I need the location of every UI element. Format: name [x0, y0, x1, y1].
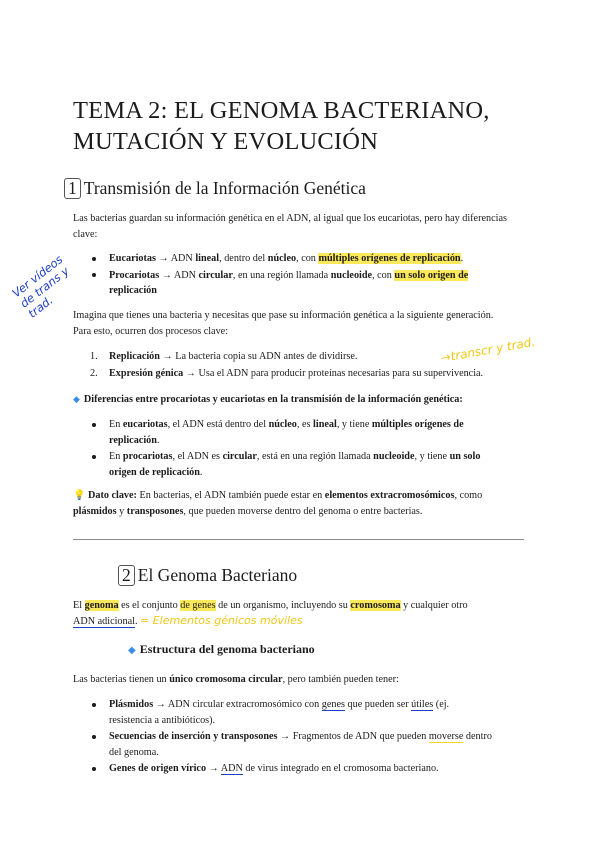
- structure-heading: ◆ Estructura del genoma bacteriano: [128, 642, 315, 656]
- list-item: En procariotas, el ADN es circular, está en una región llamada nucleoide, y tiene un solo origen de replicación.: [73, 449, 513, 480]
- section-number-badge: 1: [64, 178, 81, 199]
- list-item: Plásmidos → ADN circular extracromosómico con genes que pueden ser útiles (ej. resistencia a antibióticos).: [73, 697, 523, 728]
- comparison-list: [73, 251, 513, 299]
- list-item: Genes de origen vírico → ADN de virus integrado en el cromosoma bacteriano.: [73, 761, 523, 777]
- genome-definition: El genoma es el conjunto de genes de un organismo, incluyendo su cromosoma y cualquier otro ADN adicional.: [73, 600, 468, 627]
- handwritten-note-blue: Ver vídeos de trans y trad.: [9, 252, 72, 321]
- intro-paragraph: Las bacterias guardan su información genética en el ADN, al igual que los eucariotas, pero hay diferencias clave:: [73, 213, 507, 240]
- section-1-heading: [64, 177, 366, 199]
- list-item: Eucariotas → ADN lineal, dentro del núcleo, con múltiples orígenes de replicación.: [73, 251, 513, 267]
- differences-heading: ◆ Diferencias entre procariotas y eucariotas en la transmisión de la información genética:: [73, 394, 463, 405]
- diamond-icon: ◆: [73, 394, 80, 404]
- genome-structure-intro: Las bacterias tienen un único cromosoma circular, pero también pueden tener:: [73, 674, 399, 685]
- list-item: 2. Expresión génica → Usa el ADN para producir proteínas necesarias para su supervivencia.: [90, 367, 484, 379]
- section-2-title: El Genoma Bacteriano: [137, 565, 298, 585]
- intro-paragraph-2: Imagina que tienes una bacteria y necesitas que pase su información genética a la siguiente generación. Para esto, ocurren dos procesos clave:: [73, 310, 494, 337]
- list-item: En eucariotas, el ADN está dentro del núcleo, es lineal, y tiene múltiples orígenes de replicación.: [73, 417, 513, 448]
- title-line-2: MUTACIÓN Y EVOLUCIÓN: [73, 128, 379, 155]
- highlight: un solo origen de: [394, 269, 469, 281]
- genome-elements-list: [73, 697, 523, 777]
- list-item: 1. Replicación → La bacteria copia su ADN antes de dividirse.: [90, 351, 358, 362]
- lightbulb-icon: 💡: [73, 490, 86, 501]
- handwritten-note-yellow-1: →transcr y trad.: [439, 334, 537, 366]
- section-1-title: Transmisión de la Información Genética: [83, 178, 366, 198]
- differences-list: [73, 417, 513, 480]
- handwritten-note-yellow-2: = Elementos génicos móviles: [140, 614, 303, 627]
- highlight: múltiples orígenes de replicación: [318, 253, 461, 264]
- section-number-badge: 2: [118, 565, 135, 586]
- key-fact: 💡 Dato clave: En bacterias, el ADN también puede estar en elementos extracromosómicos, como plásmidos y transposones, que pueden moverse dentro del genoma o entre bacterias.: [73, 490, 483, 517]
- diamond-icon: ◆: [128, 645, 136, 656]
- section-divider: [73, 539, 524, 540]
- list-item: Procariotas → ADN circular, en una región llamada nucleoide, con un solo origen de replicación: [73, 268, 513, 299]
- page-title: [73, 95, 543, 157]
- title-line-1: TEMA 2: EL GENOMA BACTERIANO,: [73, 97, 490, 124]
- list-item: Secuencias de inserción y transposones → Fragmentos de ADN que pueden moverse dentro del genoma.: [73, 729, 523, 760]
- section-2-heading: [118, 564, 297, 586]
